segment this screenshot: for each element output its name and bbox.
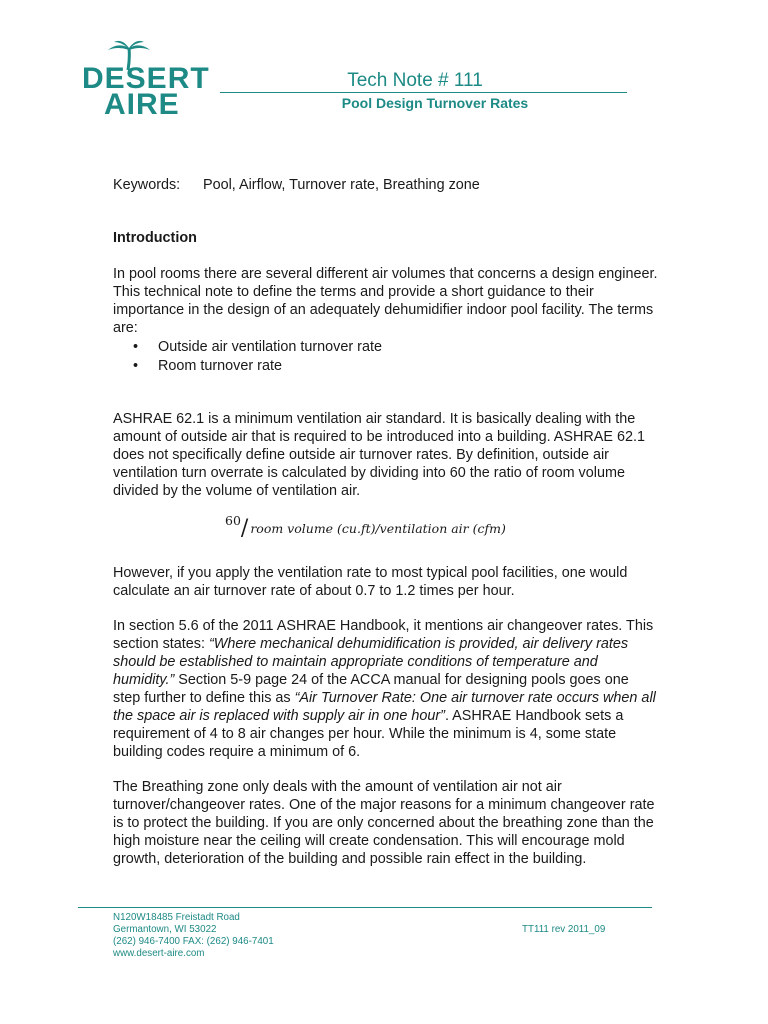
footer-divider — [78, 907, 652, 908]
however-paragraph: However, if you apply the ventilation rate to most typical pool facilities, one would calculate an air turnover rate of about 0.7 to 1.2 times per hour. — [113, 565, 628, 599]
footer-address — [113, 912, 274, 960]
logo-text-line2: AIRE — [104, 88, 180, 121]
page-title: Tech Note # 111 — [347, 70, 483, 91]
desert-aire-logo — [80, 40, 210, 121]
list-item: • Room turnover rate — [133, 357, 382, 376]
address-line2: Germantown, WI 53022 — [113, 924, 217, 935]
breathing-zone-paragraph: The Breathing zone only deals with the amount of ventilation air not air turnover/changeover rates. One of the major reasons for a minimum changeover rate is to protect the building. If you are only concerned about the breathing zone than the high moisture near the ceiling will create condensation. This will encourage mold growth, deterioration of the building and possible rain effect in the building. — [113, 779, 655, 867]
keywords-label: Keywords: — [113, 177, 181, 193]
phone-fax: (262) 946-7400 FAX: (262) 946-7401 — [113, 936, 274, 947]
section-quote-1: “Where mechanical dehumidification is provided, air delivery rates should be established to maintain appropriate conditions of temperature and humidity.” — [113, 636, 629, 688]
section-text-2: Section 5-9 page 24 of the ACCA manual for designing pools goes one step further to define this as — [113, 672, 629, 706]
list-item: • Outside air ventilation turnover rate — [133, 338, 382, 357]
revision-code: TT111 rev 2011_09 — [522, 924, 606, 935]
intro-paragraph: In pool rooms there are several different air volumes that concerns a design engineer. This technical note to define the terms and provide a short guidance to their importance in the design of an adequately dehumidifier indoor pool facility. The terms are: — [113, 266, 658, 336]
section-text-3: . ASHRAE Handbook sets a requirement of 4 to 8 air changes per hour. While the minimum is 4, some state building codes require a minimum of 6. — [113, 708, 624, 760]
turnover-formula: 60/ room volume (cu.ft)/ventilation air (cfm) — [225, 513, 506, 541]
website-link[interactable]: www.desert-aire.com — [113, 948, 205, 959]
title-divider — [220, 92, 627, 93]
logo-text-line1: DESERT — [82, 62, 210, 95]
ashrae-paragraph: ASHRAE 62.1 is a minimum ventilation air standard. It is basically dealing with the amount of outside air that is required to be introduced into a building. ASHRAE 62.1 does not specifically define outside air turnover rates. By definition, outside air ventilation turn overrate is calculated by dividing into 60 the ratio of room volume divided by the volume of ventilation air. — [113, 411, 645, 499]
terms-list — [133, 338, 382, 376]
intro-heading: Introduction — [113, 230, 197, 246]
formula-numerator: 60 — [225, 513, 241, 528]
formula-denominator: room volume (cu.ft)/ventilation air (cfm) — [250, 521, 506, 536]
page-subtitle: Pool Design Turnover Rates — [341, 95, 529, 111]
section-quote-2: “Air Turnover Rate: One air turnover rate occurs when all the space air is replaced with supply air in one hour” — [113, 690, 656, 724]
address-line1: N120W18485 Freistadt Road — [113, 912, 240, 923]
keywords-value: Pool, Airflow, Turnover rate, Breathing zone — [203, 177, 480, 193]
section-paragraph — [113, 617, 658, 761]
section-text-1: In section 5.6 of the 2011 ASHRAE Handbook, it mentions air changeover rates. This section states: — [113, 618, 654, 652]
